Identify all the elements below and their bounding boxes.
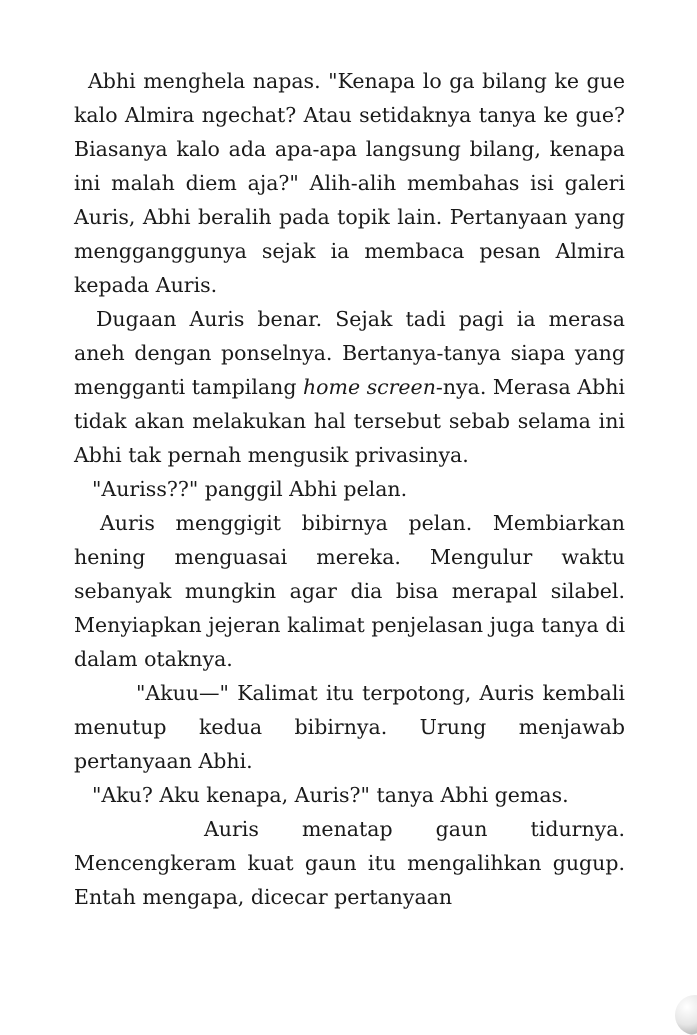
paragraph-2-italic: home screen bbox=[302, 375, 436, 399]
paragraph-2 bbox=[74, 302, 625, 472]
paragraph-4: Auris menggigit bibirnya pelan. Membiarkan hening menguasai mereka. Mengulur waktu sebanyak mungkin agar dia bisa merapal silabel. Menyiapkan jejeran kalimat penjelasan juga tanya di dalam otaknya. bbox=[74, 511, 625, 671]
page-turn-corner[interactable] bbox=[675, 995, 697, 1035]
paragraph-7: Auris menatap gaun tidurnya. Mencengkeram kuat gaun itu mengalihkan gugup. Entah mengapa, dicecar pertanyaan bbox=[74, 817, 625, 909]
paragraph-3: "Auriss??" panggil Abhi pelan. bbox=[92, 477, 408, 501]
paragraph-1: Abhi menghela napas. "Kenapa lo ga bilang ke gue kalo Almira ngechat? Atau setidaknya tanya ke gue? Biasanya kalo ada apa-apa langsung bilang, kenapa ini malah diem aja?" Alih-alih membahas isi galeri Auris, Abhi beralih pada topik lain. Pertanyaan yang mengganggunya sejak ia membaca pesan Almira kepada Auris. bbox=[74, 69, 625, 297]
paragraph-6: "Aku? Aku kenapa, Auris?" tanya Abhi gemas. bbox=[92, 783, 569, 807]
paragraph-5: "Akuu—" Kalimat itu terpotong, Auris kembali menutup kedua bibirnya. Urung menjawab pertanyaan Abhi. bbox=[74, 681, 625, 773]
paragraph-2-before: Dugaan Auris benar. Sejak tadi pagi ia merasa aneh dengan ponselnya. Bertanya-tanya siapa yang mengganti tampilang bbox=[74, 307, 625, 399]
reader-page bbox=[74, 64, 625, 914]
paragraph-2-after: -nya. Merasa Abhi tidak akan melakukan hal tersebut sebab selama ini Abhi tak pernah mengusik privasinya. bbox=[74, 375, 625, 467]
